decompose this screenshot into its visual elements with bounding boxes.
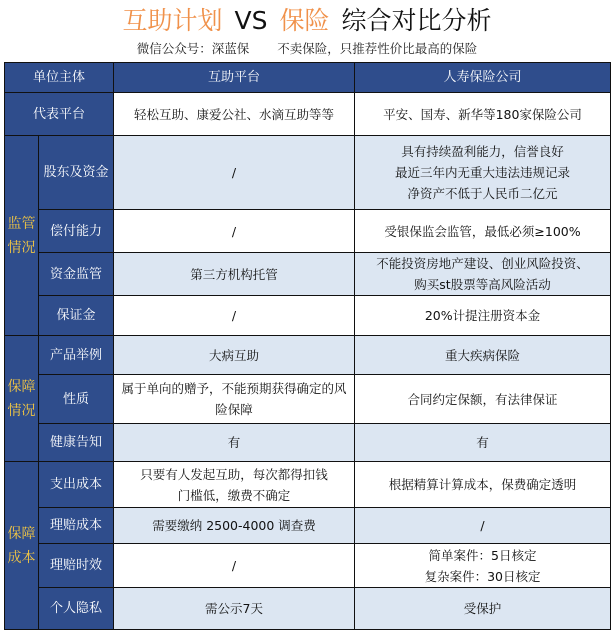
mutual-cell — [114, 462, 355, 508]
row-label: 偿付能力 — [39, 210, 114, 253]
table-row — [5, 136, 611, 210]
group-cell — [5, 462, 39, 630]
mutual-cell — [114, 210, 355, 253]
table-row — [5, 210, 611, 253]
title-analysis: 综合对比分析 — [341, 6, 492, 35]
title-mutual: 互助计划 — [122, 6, 223, 35]
mutual-cell — [114, 508, 355, 544]
mutual-cell — [114, 336, 355, 375]
table-row — [5, 462, 611, 508]
header-entity: 单位主体 — [5, 63, 114, 93]
insurance-line: 重大疾病保险 — [445, 347, 521, 363]
mutual-line: 属于单向的赠予，不能预期获得确定的风 — [121, 381, 347, 396]
insurance-cell — [355, 424, 611, 462]
mutual-line: 需公示7天 — [205, 601, 263, 616]
insurance-line: 有 — [476, 435, 489, 450]
row-label: 资金监管 — [39, 253, 114, 296]
insurance-cell — [355, 253, 611, 296]
table-row — [5, 508, 611, 544]
insurance-line: 合同约定保额，有法律保证 — [407, 391, 558, 407]
mutual-cell — [114, 588, 355, 630]
insurance-line: 净资产不低于人民币二亿元 — [407, 186, 558, 201]
group-cell — [5, 136, 39, 336]
title-vs: VS — [234, 6, 268, 35]
insurance-cell — [355, 508, 611, 544]
mutual-line: 险保障 — [215, 402, 253, 417]
group-label: 保障成本 — [7, 525, 36, 566]
mutual-cell — [114, 253, 355, 296]
subtitle-account: 微信公众号：深蓝保 — [136, 41, 250, 56]
mutual-cell — [114, 424, 355, 462]
mutual-cell — [114, 375, 355, 424]
mutual-line: 门槛低，缴费不确定 — [177, 487, 291, 503]
subtitle-slogan: 不卖保险，只推荐性价比最高的保险 — [277, 41, 478, 56]
table-row — [5, 253, 611, 296]
row-label: 健康告知 — [39, 424, 114, 462]
row-label: 理赔时效 — [39, 544, 114, 588]
mutual-line: / — [231, 165, 237, 180]
mutual-cell — [114, 136, 355, 210]
table-row — [5, 93, 611, 136]
table-row — [5, 336, 611, 375]
subtitle — [0, 39, 614, 57]
mutual-line: 大病互助 — [209, 347, 260, 363]
insurance-line: 最近三年内无重大违法违规记录 — [395, 165, 571, 180]
mutual-line: 只要有人发起互助，每次都得扣钱 — [140, 466, 328, 482]
mutual-line: 有 — [227, 435, 241, 450]
row-label: 股东及资金 — [39, 136, 114, 210]
insurance-cell — [355, 462, 611, 508]
mutual-cell — [114, 544, 355, 588]
title-insurance: 保险 — [279, 6, 330, 35]
header-row — [5, 63, 611, 93]
insurance-line: / — [480, 518, 485, 533]
mutual-cell: 轻松互助、康爱公社、水滴互助等等 — [114, 93, 355, 136]
insurance-line: 购买st股票等高风险活动 — [414, 277, 551, 292]
table-row — [5, 296, 611, 336]
row-label: 个人隐私 — [39, 588, 114, 630]
insurance-cell — [355, 296, 611, 336]
insurance-line: 受银保监会监管，最低必须≥100% — [384, 223, 581, 239]
page-title — [0, 4, 614, 38]
header-insurance: 人寿保险公司 — [355, 63, 611, 93]
mutual-line: 需要缴纳 2500-4000 调查费 — [152, 518, 316, 533]
insurance-cell: 平安、国寿、新华等180家保险公司 — [355, 93, 611, 136]
insurance-line: 简单案件：5日核定 — [428, 547, 537, 563]
mutual-line: / — [231, 558, 237, 573]
insurance-cell — [355, 588, 611, 630]
mutual-cell — [114, 296, 355, 336]
insurance-cell — [355, 336, 611, 375]
row-label: 产品举例 — [39, 336, 114, 375]
mutual-line: 第三方机构托管 — [190, 266, 278, 282]
insurance-cell — [355, 136, 611, 210]
row-label: 代表平台 — [5, 93, 114, 136]
insurance-cell — [355, 375, 611, 424]
insurance-line: 具有持续盈利能力，信誉良好 — [401, 144, 564, 159]
insurance-line: 受保护 — [463, 601, 502, 616]
insurance-line: 复杂案件：30日核定 — [424, 568, 541, 584]
insurance-cell — [355, 544, 611, 588]
insurance-line: 根据精算计算成本，保费确定透明 — [388, 477, 577, 492]
insurance-line: 不能投资房地产建设、创业风险投资、 — [376, 256, 589, 271]
insurance-line: 20%计提注册资本金 — [424, 308, 541, 323]
group-label: 保障情况 — [7, 378, 36, 419]
table-row — [5, 588, 611, 630]
table-row — [5, 424, 611, 462]
table-row — [5, 375, 611, 424]
header-mutual: 互助平台 — [114, 63, 355, 93]
row-label: 保证金 — [39, 296, 114, 336]
comparison-table — [4, 62, 611, 630]
mutual-line: / — [231, 308, 237, 323]
group-cell — [5, 336, 39, 462]
row-label: 性质 — [39, 375, 114, 424]
row-label: 支出成本 — [39, 462, 114, 508]
group-label: 监管情况 — [7, 215, 36, 256]
insurance-cell — [355, 210, 611, 253]
row-label: 理赔成本 — [39, 508, 114, 544]
table-row — [5, 544, 611, 588]
mutual-line: / — [231, 223, 237, 239]
